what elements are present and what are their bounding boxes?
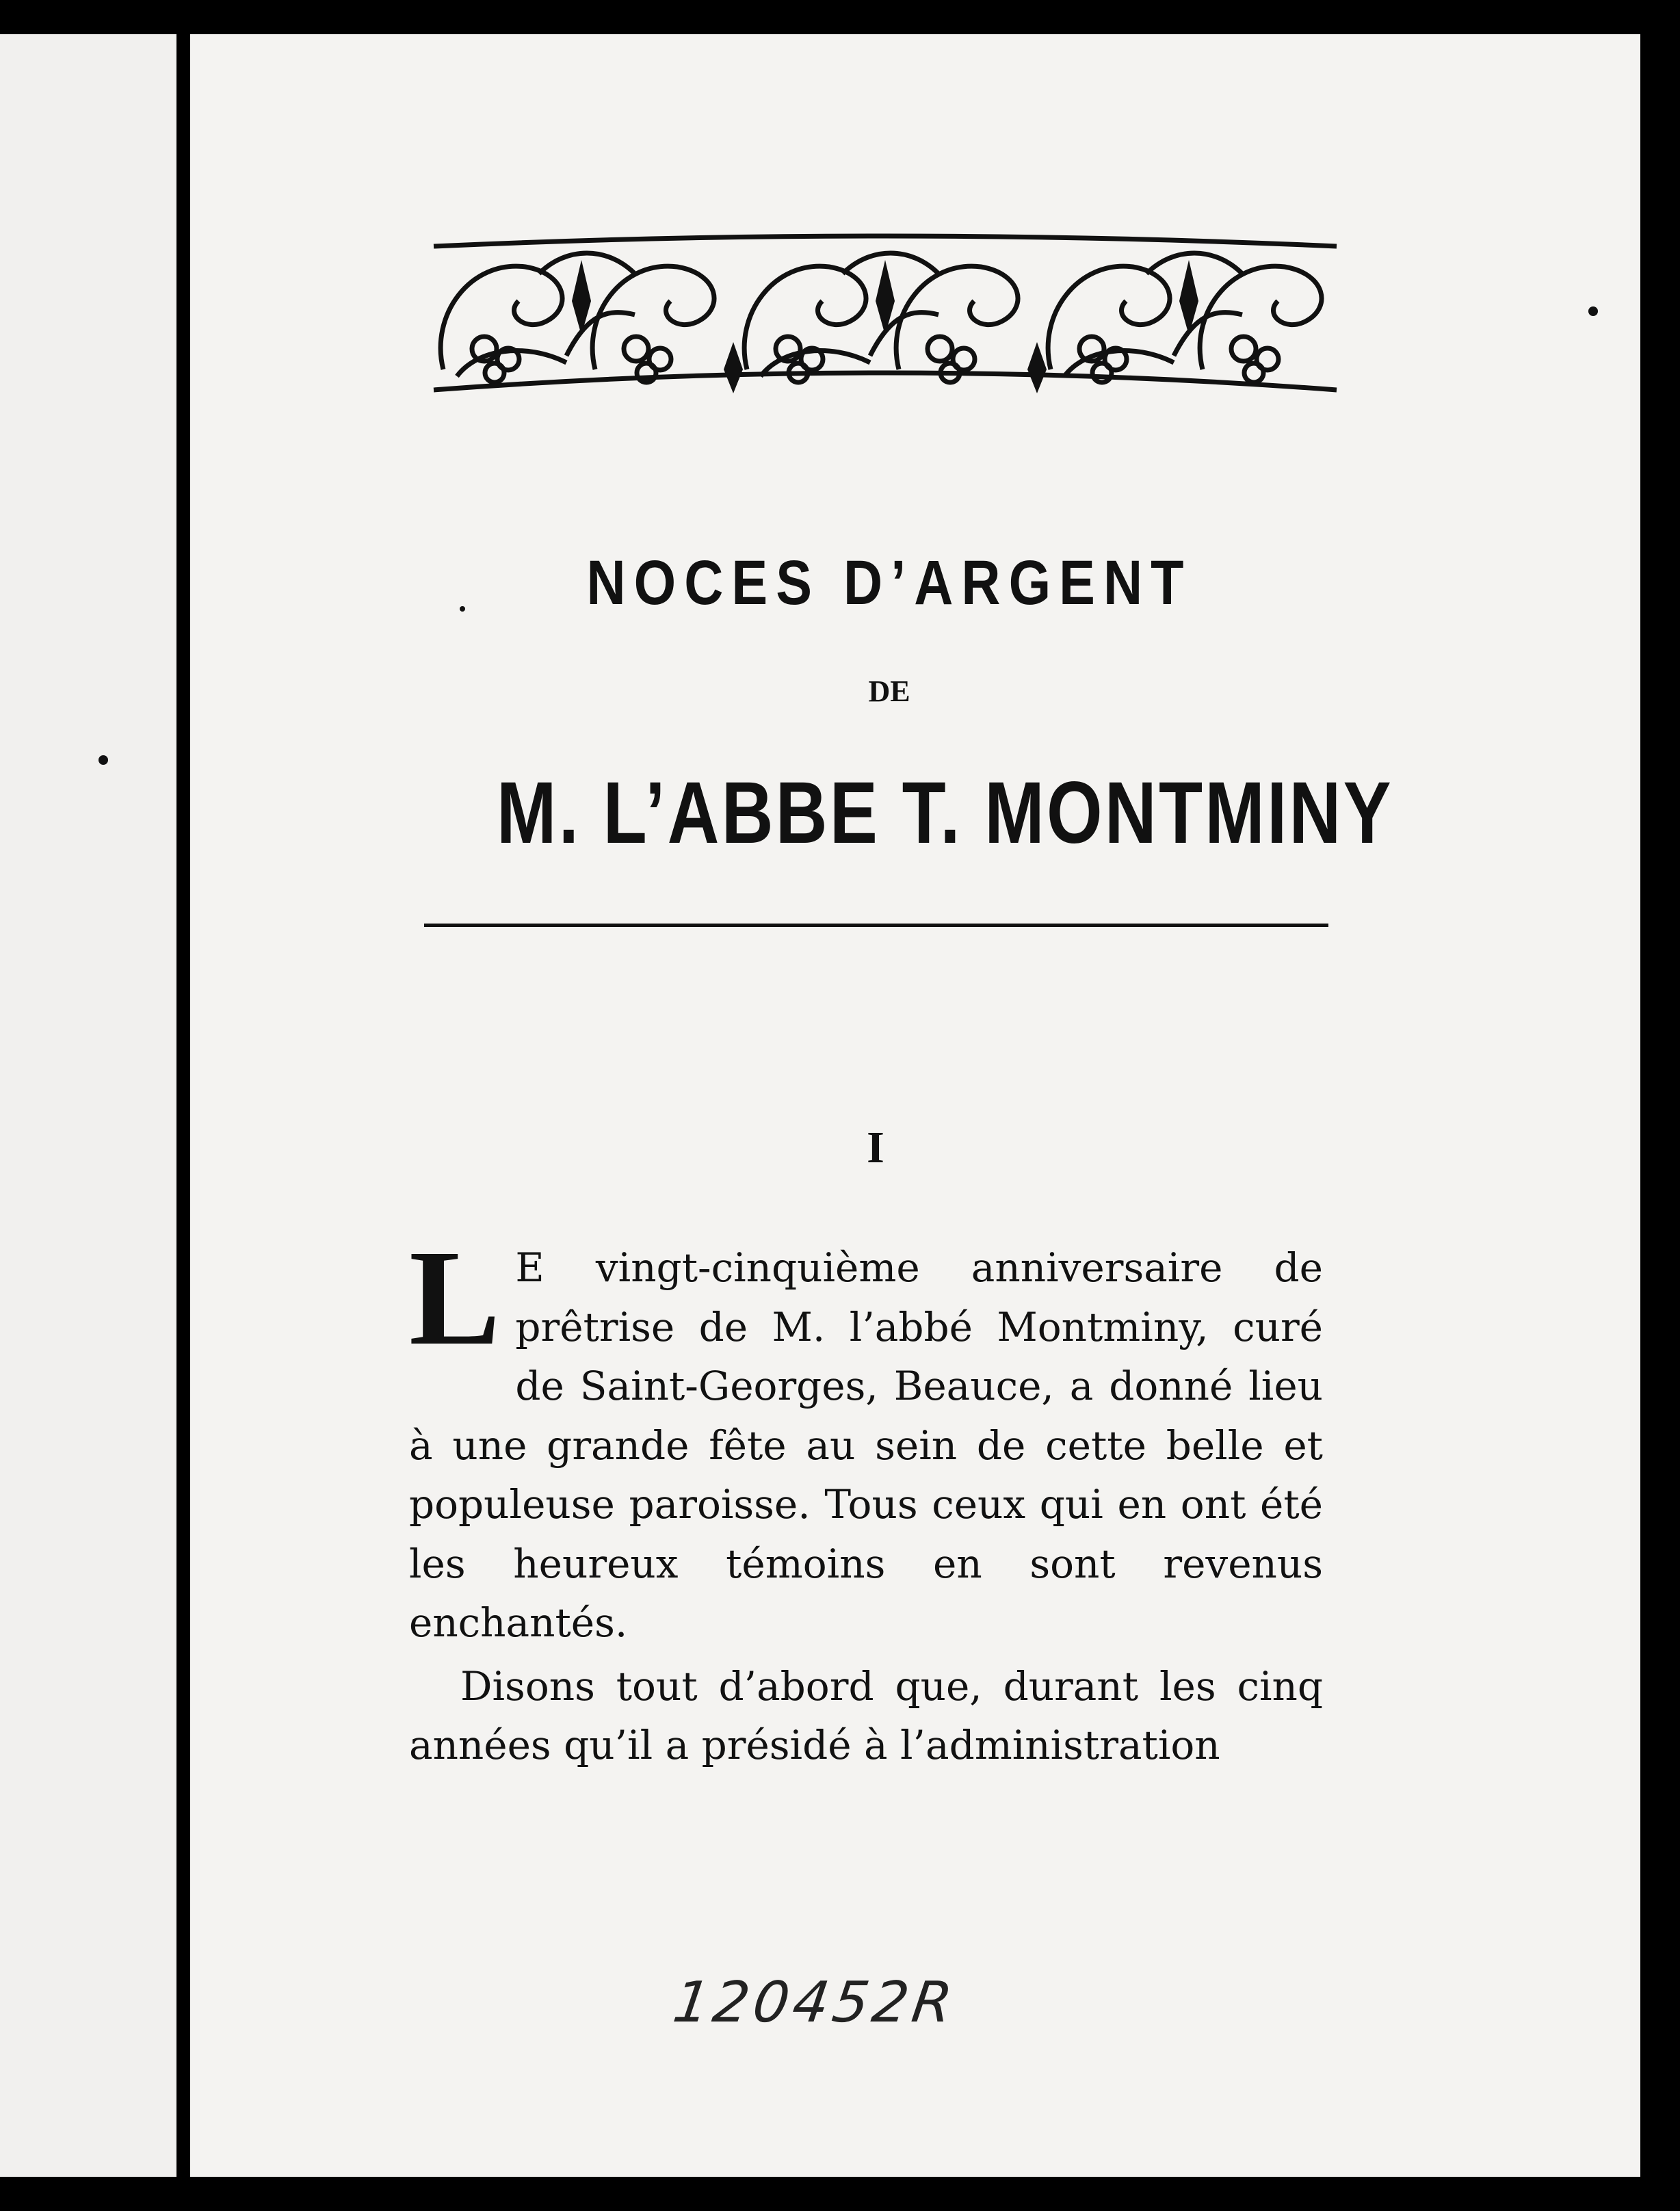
section-number: I: [867, 1123, 884, 1173]
handwritten-catalog-number: 120452R: [669, 1970, 960, 2035]
scan-speck: [99, 755, 108, 765]
drop-cap: L: [409, 1222, 501, 1374]
lead-in-rest: E: [515, 1244, 544, 1291]
document-title: NOCES D’ARGENT: [586, 548, 1192, 618]
scan-speck: [460, 606, 465, 612]
paragraph-1: [409, 1222, 1323, 1653]
document-subject: M. L’ABBE T. MONTMINY: [497, 764, 1393, 862]
scan-speck: [1588, 306, 1598, 316]
paragraph-1-text: vingt-cinquième anniversaire de prêtrise de M. l’abbé Montminy, curé de Saint-Georges, Beauce, a donné lieu à une grande fête au sein de cette belle et populeuse paroisse. Tous ceux qui en ont été les heureux témoins en sont revenus enchantés.: [409, 1244, 1323, 1646]
title-connector: DE: [868, 675, 910, 708]
left-page-edge: [0, 34, 176, 2177]
title-divider: [424, 924, 1328, 927]
body-text: [409, 1222, 1323, 1775]
paragraph-2: Disons tout d’abord que, durant les cinq années qu’il a présidé à l’administration: [409, 1662, 1323, 1768]
ornamental-header-icon: [430, 233, 1341, 397]
